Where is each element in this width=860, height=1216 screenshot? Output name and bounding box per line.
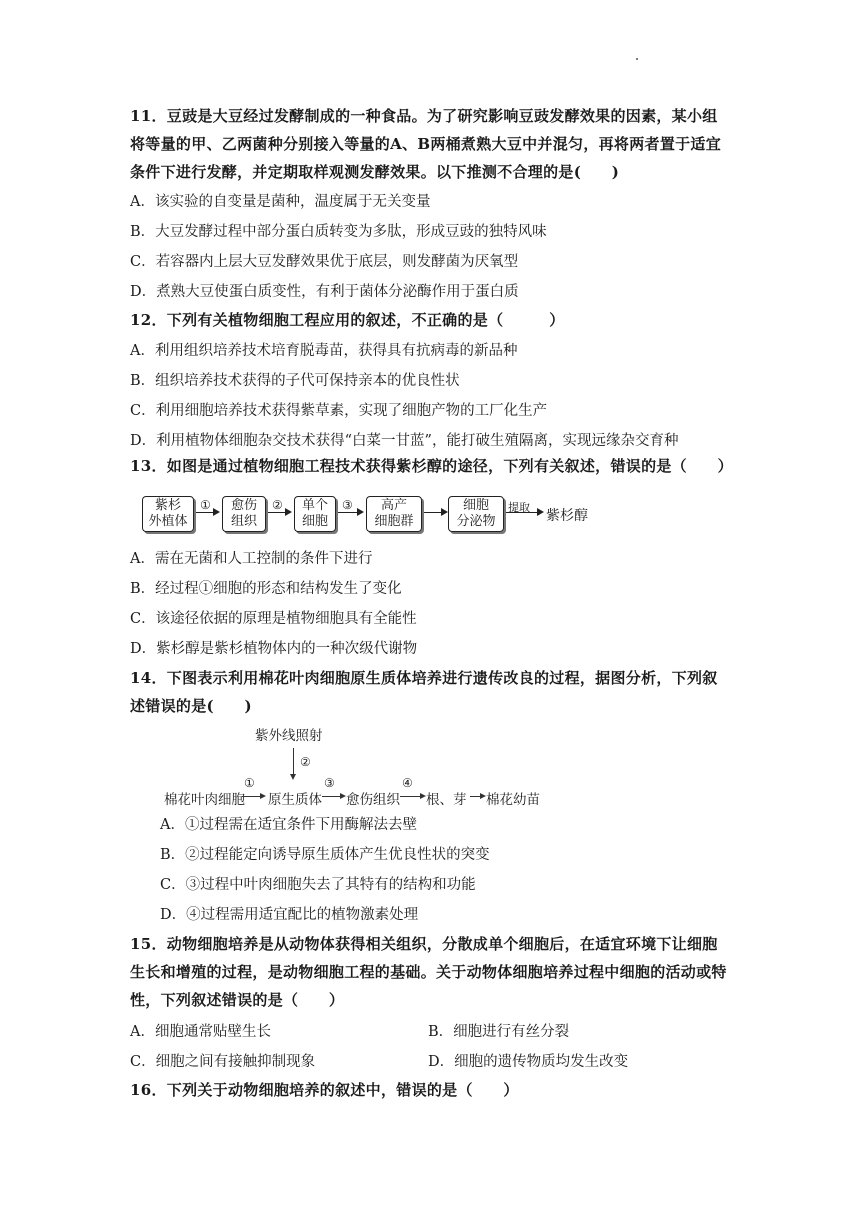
q15-option-d: D．细胞的遗传物质均发生改变 bbox=[428, 1054, 629, 1070]
q13-option-b: B．经过程①细胞的形态和结构发生了变化 bbox=[130, 581, 402, 597]
q12-option-d: D．利用植物体细胞杂交技术获得“白菜一甘蓝”，能打破生殖隔离，实现远缘杂交育种 bbox=[130, 433, 679, 449]
q14-option-b: B．②过程能定向诱导原生质体产生优良性状的突变 bbox=[160, 847, 490, 863]
flow-arrow-2 bbox=[268, 512, 290, 513]
uv-arrow bbox=[293, 748, 294, 778]
step-4: ④ bbox=[402, 776, 413, 790]
question-11-stem: 11．豆豉是大豆经过发酵制成的一种食品。为了研究影响豆豉发酵效果的因素，某小组将等量的甲、乙两菌种分别接入等量的A、B两桶煮熟大豆中并混匀，再将两者置于适宜条件下进行发酵，并定期取样观测发酵效果。以下推测不合理的是( ) bbox=[130, 107, 722, 181]
flow-step-1: ① bbox=[200, 498, 211, 512]
node-protoplast: 原生质体 bbox=[268, 792, 322, 808]
q14-option-c: C．③过程中叶肉细胞失去了其特有的结构和功能 bbox=[160, 877, 476, 893]
q11-option-c: C．若容器内上层大豆发酵效果优于底层，则发酵菌为厌氧型 bbox=[130, 254, 519, 270]
q12-option-b: B．组织培养技术获得的子代可保持亲本的优良性状 bbox=[130, 373, 460, 389]
node-seedling: 棉花幼苗 bbox=[486, 792, 540, 808]
flow-box-callus: 愈伤 组织 bbox=[222, 496, 266, 532]
q15-option-c: C．细胞之间有接触抑制现象 bbox=[130, 1054, 316, 1070]
flow-box-high-yield-cells: 高产 细胞群 bbox=[366, 496, 422, 532]
question-14-stem: 14．下图表示利用棉花叶肉细胞原生质体培养进行遗传改良的过程，据图分析，下列叙述错误的是( ) bbox=[130, 669, 718, 715]
flow-step-2: ② bbox=[272, 498, 283, 512]
q14-option-a: A．①过程需在适宜条件下用酶解法去壁 bbox=[160, 817, 417, 833]
question-12-stem: 12．下列有关植物细胞工程应用的叙述，不正确的是（ ） bbox=[130, 311, 565, 329]
flow-product: 紫杉醇 bbox=[546, 508, 588, 524]
q11-option-b: B．大豆发酵过程中部分蛋白质转变为多肽，形成豆豉的独特风味 bbox=[130, 224, 547, 240]
step-3: ③ bbox=[324, 776, 335, 790]
uv-label: 紫外线照射 bbox=[255, 728, 323, 744]
page-dot bbox=[636, 58, 638, 60]
q15-option-a: A．细胞通常贴壁生长 bbox=[130, 1024, 271, 1040]
question-15-stem: 15．动物细胞培养是从动物体获得相关组织，分散成单个细胞后，在适宜环境下让细胞生长和增殖的过程，是动物细胞工程的基础。关于动物体细胞培养过程中细胞的活动或特性，下列叙述错误的是（ ） bbox=[130, 935, 727, 1009]
flow-box-explant: 紫杉 外植体 bbox=[142, 496, 194, 532]
arrow-final bbox=[470, 796, 484, 797]
flow-arrow-4 bbox=[424, 512, 446, 513]
node-root-bud: 根、芽 bbox=[426, 792, 467, 808]
flow-box-single-cell: 单个 细胞 bbox=[294, 496, 336, 532]
flow-arrow-1 bbox=[196, 512, 218, 513]
question-13-stem: 13．如图是通过植物细胞工程技术获得紫杉醇的途径，下列有关叙述，错误的是（ ） bbox=[130, 457, 733, 475]
flow-extract-label: 提取 bbox=[508, 501, 530, 514]
uv-step: ② bbox=[300, 755, 311, 769]
flow-step-3: ③ bbox=[342, 498, 353, 512]
q12-option-c: C．利用细胞培养技术获得紫草素，实现了细胞产物的工厂化生产 bbox=[130, 403, 548, 419]
q11-option-a: A．该实验的自变量是菌种，温度属于无关变量 bbox=[130, 194, 431, 210]
q14-process-diagram bbox=[160, 724, 580, 810]
arrow-step-3 bbox=[322, 796, 344, 797]
q12-option-a: A．利用组织培养技术培育脱毒苗，获得具有抗病毒的新品种 bbox=[130, 343, 518, 359]
q14-option-d: D．④过程需用适宜配比的植物激素处理 bbox=[160, 907, 419, 923]
node-leaf-cell: 棉花叶肉细胞 bbox=[164, 792, 245, 808]
flow-arrow-3 bbox=[338, 512, 362, 513]
arrow-step-1 bbox=[242, 796, 264, 797]
q13-option-d: D．紫杉醇是紫杉植物体内的一种次级代谢物 bbox=[130, 641, 418, 657]
step-1: ① bbox=[244, 776, 255, 790]
question-16-stem: 16．下列关于动物细胞培养的叙述中，错误的是（ ） bbox=[130, 1081, 519, 1099]
node-callus: 愈伤组织 bbox=[346, 792, 400, 808]
arrow-step-4 bbox=[400, 796, 424, 797]
flow-box-secretion: 细胞 分泌物 bbox=[448, 496, 504, 532]
q13-option-a: A．需在无菌和人工控制的条件下进行 bbox=[130, 551, 373, 567]
q13-option-c: C．该途径依据的原理是植物细胞具有全能性 bbox=[130, 611, 417, 627]
q11-option-d: D．煮熟大豆使蛋白质变性，有利于菌体分泌酶作用于蛋白质 bbox=[130, 284, 519, 300]
q15-option-b: B．细胞进行有丝分裂 bbox=[428, 1024, 570, 1040]
q13-flow-diagram bbox=[142, 494, 602, 538]
